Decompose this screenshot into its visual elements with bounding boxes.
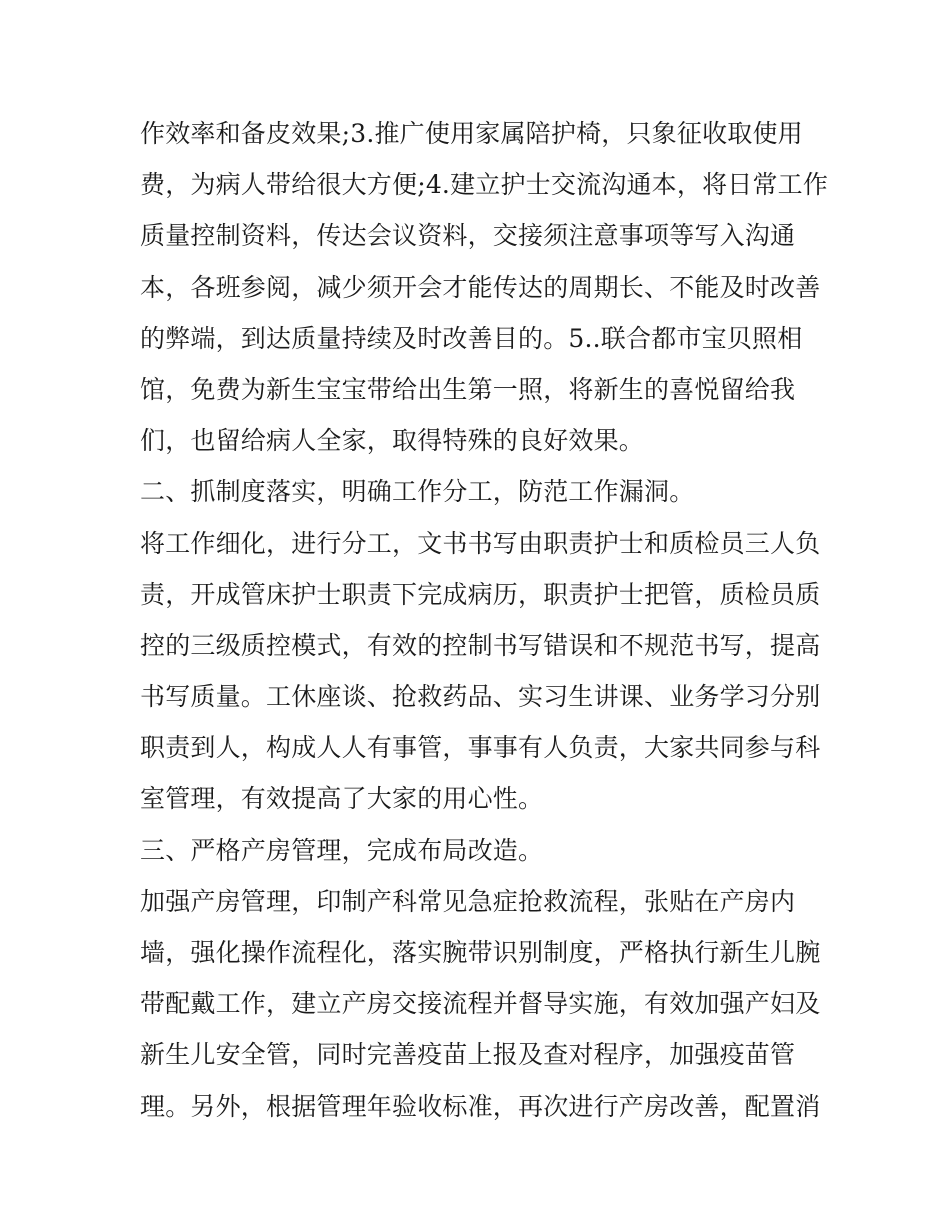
text-line: 书写质量。工休座谈、抢救药品、实习生讲课、业务学习分别: [140, 682, 821, 712]
text-line: 责，开成管床护士职责下完成病历，职责护士把管，质检员质: [140, 579, 821, 609]
text-line: 将工作细化，进行分工，文书书写由职责护士和质检员三人负: [140, 528, 821, 558]
text-line: 们，也留给病人全家，取得特殊的良好效果。: [140, 426, 645, 456]
text-line: 本，各班参阅，减少须开会才能传达的周期长、不能及时改善: [140, 272, 821, 302]
text-line: 墙，强化操作流程化，落实腕带识别制度，严格执行新生儿腕: [140, 938, 821, 967]
text-line: 职责到人，构成人人有事管，事事有人负责，大家共同参与科: [140, 733, 821, 763]
body-text: [140, 108, 840, 1132]
text-line: 作效率和备皮效果;3.推广使用家属陪护椅，只象征收取使用: [140, 119, 803, 148]
section-heading-3: 三、严格产房管理，完成布局改造。: [140, 835, 544, 865]
text-line: 新生儿安全管，同时完善疫苗上报及查对程序，加强疫苗管: [140, 1040, 796, 1070]
text-line: 馆，免费为新生宝宝带给出生第一照，将新生的喜悦留给我: [140, 374, 796, 404]
text-line: 质量控制资料，传达会议资料，交接须注意事项等写入沟通: [140, 221, 796, 251]
text-line: 控的三级质控模式，有效的控制书写错误和不规范书写，提高: [140, 630, 821, 660]
text-line: 室管理，有效提高了大家的用心性。: [140, 784, 544, 814]
text-line: 加强产房管理，印制产科常见急症抢救流程，张贴在产房内: [140, 886, 796, 916]
section-heading-2: 二、抓制度落实，明确工作分工，防范工作漏洞。: [140, 477, 695, 507]
text-line: 费，为病人带给很大方便;4.建立护士交流沟通本，将日常工作: [140, 170, 829, 200]
text-line: 理。另外，根据管理年验收标准，再次进行产房改善，配置消: [140, 1091, 821, 1121]
text-line: 的弊端，到达质量持续及时改善目的。5..联合都市宝贝照相: [140, 323, 803, 353]
text-line: 带配戴工作，建立产房交接流程并督导实施，有效加强产妇及: [140, 989, 821, 1019]
